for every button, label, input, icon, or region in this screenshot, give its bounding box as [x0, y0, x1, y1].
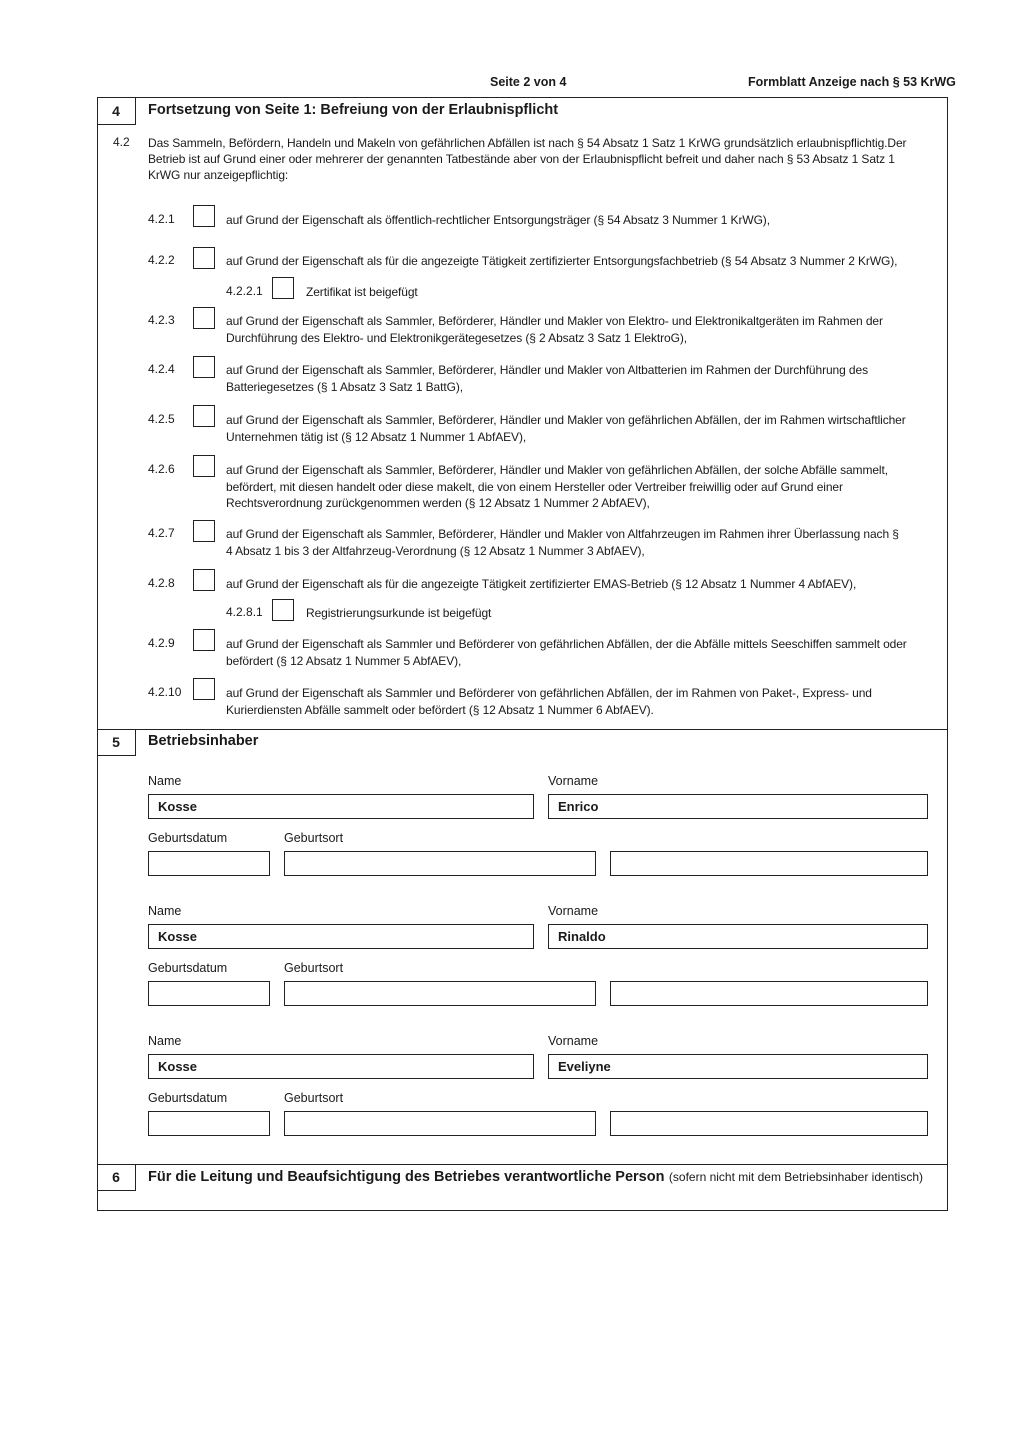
checkbox[interactable] — [272, 277, 294, 299]
geburtsdatum-field[interactable] — [148, 1111, 270, 1136]
section-4-title: Fortsetzung von Seite 1: Befreiung von der Erlaubnispflicht — [148, 102, 559, 118]
item-number: 4.2.3 — [148, 313, 175, 327]
checkbox[interactable] — [193, 356, 215, 378]
item-number: 4.2.6 — [148, 462, 175, 476]
checkbox[interactable] — [193, 520, 215, 542]
form-title: Formblatt Anzeige nach § 53 KrWG — [748, 75, 956, 89]
item-number: 4.2.7 — [148, 526, 175, 540]
vorname-field[interactable]: Eveliyne — [548, 1054, 928, 1079]
section-6-heading — [148, 1168, 923, 1186]
divider — [97, 729, 948, 730]
name-label: Name — [148, 904, 182, 918]
section-4-2-intro: Das Sammeln, Befördern, Handeln und Makeln von gefährlichen Abfällen ist nach § 54 Absatz 1 Satz 1 KrWG grundsätzlich erlaubnispflichtig.Der Betrieb ist auf Grund einer oder mehrerer der genannten Tatbestände aber von der Erlaubnispflicht befreit und daher nach § 53 Absatz 1 Satz 1 KrWG nur anzeigepflichtig: — [148, 136, 907, 182]
name-field[interactable]: Kosse — [148, 924, 534, 949]
item-number: 4.2.4 — [148, 362, 175, 376]
item-number: 4.2.9 — [148, 636, 175, 650]
vorname-label: Vorname — [548, 904, 599, 918]
geburtsort-label: Geburtsort — [284, 831, 344, 845]
checkbox[interactable] — [193, 405, 215, 427]
geburtsort-label: Geburtsort — [284, 1091, 344, 1105]
divider — [135, 1164, 136, 1191]
item-number: 4.2.2 — [148, 253, 175, 267]
geburtsort-field[interactable] — [284, 981, 596, 1006]
divider — [97, 124, 135, 125]
name-field[interactable]: Kosse — [148, 794, 534, 819]
geburtsort-label: Geburtsort — [284, 961, 344, 975]
name-label: Name — [148, 774, 182, 788]
checkbox[interactable] — [193, 629, 215, 651]
item-number: 4.2.10 — [148, 685, 182, 699]
name-label: Name — [148, 1034, 182, 1048]
checkbox[interactable] — [193, 205, 215, 227]
geburtsort-field[interactable] — [284, 1111, 596, 1136]
extra-field[interactable] — [610, 851, 928, 876]
item-text: auf Grund der Eigenschaft als für die angezeigte Tätigkeit zertifizierter EMAS-Betrieb (§ 12 Absatz 1 Nummer 4 AbfAEV), — [226, 577, 857, 591]
item-number: 4.2.8 — [148, 576, 175, 590]
item-text: auf Grund der Eigenschaft als Sammler, Beförderer, Händler und Makler von Altbatterien im Rahmen der Durchführung des Batteriegesetzes (§ 1 Absatz 3 Satz 1 BattG), — [226, 363, 868, 394]
divider — [97, 755, 135, 756]
vorname-label: Vorname — [548, 1034, 599, 1048]
section-5-title: Betriebsinhaber — [148, 733, 259, 749]
item-text: auf Grund der Eigenschaft als Sammler, Beförderer, Händler und Makler von gefährlichen Abfällen, der im Rahmen wirtschaftlicher Unternehmen tätig ist (§ 12 Absatz 1 Nummer 1 AbfAEV), — [226, 413, 906, 444]
checkbox[interactable] — [193, 247, 215, 269]
item-text: auf Grund der Eigenschaft als öffentlich-rechtlicher Entsorgungsträger (§ 54 Absatz 3 Nummer 1 KrWG), — [226, 213, 770, 227]
divider — [135, 729, 136, 756]
vorname-field[interactable]: Rinaldo — [548, 924, 928, 949]
geburtsdatum-field[interactable] — [148, 851, 270, 876]
page-number: Seite 2 von 4 — [490, 75, 567, 89]
extra-field[interactable] — [610, 1111, 928, 1136]
item-text: auf Grund der Eigenschaft als Sammler, Beförderer, Händler und Makler von gefährlichen Abfällen, der solche Abfälle sammelt, befördert, mit diesen handelt oder diese makelt, die von einem Hersteller oder Vertreiber freiwillig oder auf Grund einer Rechtsverordnung zurückgenommen werden (§ 12 Absatz 1 Nummer 2 AbfAEV), — [226, 463, 888, 510]
section-6-note: (sofern nicht mit dem Betriebsinhaber identisch) — [668, 1170, 924, 1184]
checkbox[interactable] — [193, 678, 215, 700]
checkbox[interactable] — [272, 599, 294, 621]
section-6-number: 6 — [112, 1169, 120, 1185]
section-4-2-number: 4.2 — [113, 135, 130, 149]
divider — [135, 97, 136, 125]
checkbox[interactable] — [193, 307, 215, 329]
geburtsdatum-label: Geburtsdatum — [148, 961, 228, 975]
item-number: 4.2.5 — [148, 412, 175, 426]
checkbox[interactable] — [193, 455, 215, 477]
item-number: 4.2.1 — [148, 212, 175, 226]
item-text: auf Grund der Eigenschaft als Sammler und Beförderer von gefährlichen Abfällen, der im Rahmen von Paket-, Express- und Kurierdiensten Abfälle sammelt oder befördert (§ 12 Absatz 1 Nummer 6 AbfAEV). — [226, 686, 872, 717]
extra-field[interactable] — [610, 981, 928, 1006]
item-text: Zertifikat ist beigefügt — [306, 285, 418, 299]
item-number: 4.2.2.1 — [226, 284, 263, 298]
item-text: Registrierungsurkunde ist beigefügt — [306, 606, 492, 620]
divider — [97, 1164, 948, 1165]
geburtsdatum-label: Geburtsdatum — [148, 831, 228, 845]
geburtsdatum-label: Geburtsdatum — [148, 1091, 228, 1105]
geburtsort-field[interactable] — [284, 851, 596, 876]
divider — [97, 1190, 135, 1191]
section-4-number: 4 — [112, 103, 120, 119]
name-field[interactable]: Kosse — [148, 1054, 534, 1079]
section-5-number: 5 — [112, 734, 120, 750]
item-text: auf Grund der Eigenschaft als Sammler, Beförderer, Händler und Makler von Altfahrzeugen im Rahmen ihrer Überlassung nach § 4 Absatz 1 bis 3 der Altfahrzeug-Verordnung (§ 12 Absatz 1 Nummer 3 AbfAEV), — [226, 527, 899, 558]
vorname-label: Vorname — [548, 774, 599, 788]
item-number: 4.2.8.1 — [226, 605, 263, 619]
geburtsdatum-field[interactable] — [148, 981, 270, 1006]
item-text: auf Grund der Eigenschaft als Sammler, Beförderer, Händler und Makler von Elektro- und Elektronikaltgeräten im Rahmen der Durchführung des Elektro- und Elektronikgerätegesetzes (§ 2 Absatz 3 Satz 1 ElektroG), — [226, 314, 883, 345]
vorname-field[interactable]: Enrico — [548, 794, 928, 819]
checkbox[interactable] — [193, 569, 215, 591]
item-text: auf Grund der Eigenschaft als Sammler und Beförderer von gefährlichen Abfällen, der die Abfälle mittels Seeschiffen sammelt oder befördert (§ 12 Absatz 1 Nummer 5 AbfAEV), — [226, 637, 907, 668]
item-text: auf Grund der Eigenschaft als für die angezeigte Tätigkeit zertifizierter Entsorgungsfachbetrieb (§ 54 Absatz 3 Nummer 2 KrWG), — [226, 254, 898, 268]
section-6-title: Für die Leitung und Beaufsichtigung des Betriebes verantwortliche Person — [148, 1169, 665, 1185]
